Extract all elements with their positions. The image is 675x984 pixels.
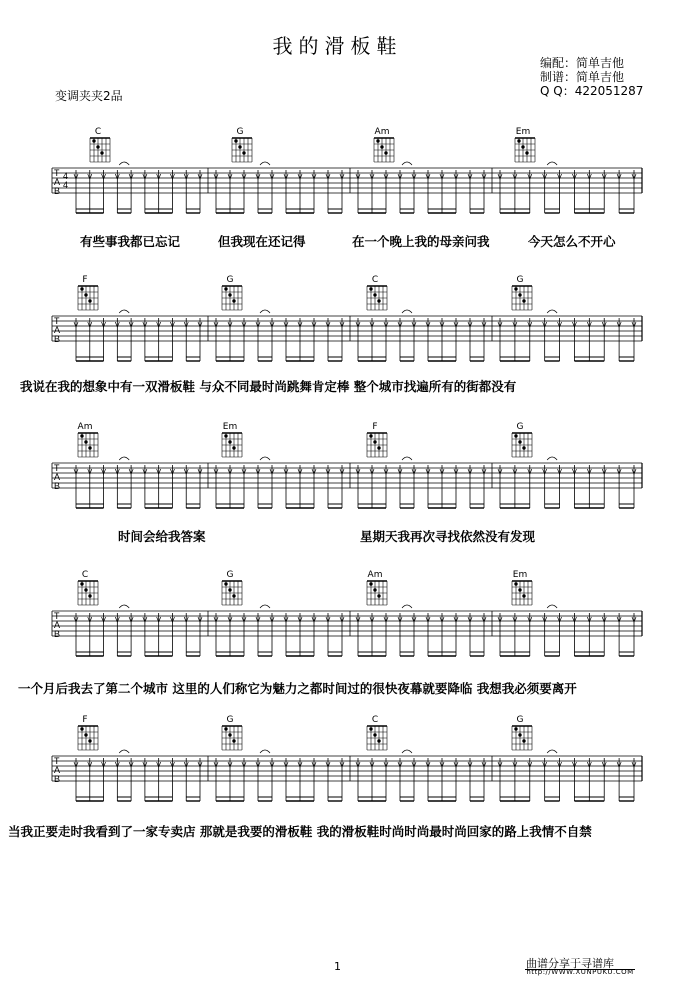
strum-pattern [214, 457, 344, 508]
tab-system-4 [0, 563, 675, 713]
strum-pattern [74, 457, 202, 508]
credit-qq: Q Q：422051287 [540, 84, 644, 98]
tab-staff-lines [52, 463, 642, 488]
tab-system-3 [0, 415, 675, 565]
chord-name: F [372, 422, 378, 432]
svg-text:A: A [54, 765, 61, 775]
chord-name: G [516, 715, 524, 725]
strum-pattern [74, 162, 202, 213]
tab-staff [0, 415, 675, 525]
chord-name: G [516, 422, 524, 432]
tab-staff-lines [52, 756, 642, 781]
chord-name: G [226, 715, 234, 725]
chord-diagram [512, 726, 532, 750]
page-number: 1 [334, 960, 341, 973]
tab-clef [54, 611, 60, 639]
strum-pattern [214, 310, 344, 361]
chord-diagram [374, 138, 394, 162]
strum-pattern [356, 457, 486, 508]
chord-diagram [78, 286, 98, 310]
svg-text:4: 4 [63, 171, 69, 181]
credit-transcriber: 制谱：简单吉他 [540, 70, 625, 84]
lyric-line: 在一个晚上我的母亲问我 [352, 234, 490, 249]
tab-staff-lines [52, 316, 642, 341]
chord-name: Em [222, 422, 238, 432]
tab-system-5 [0, 708, 675, 858]
chord-diagram [78, 726, 98, 750]
svg-text:B: B [54, 481, 61, 491]
chord-name: G [226, 275, 234, 285]
strum-pattern [214, 605, 344, 656]
svg-text:T: T [54, 316, 60, 326]
tab-staff-lines [52, 611, 642, 636]
chord-diagram [512, 581, 532, 605]
svg-text:A: A [54, 177, 61, 187]
tab-staff [0, 268, 675, 378]
svg-text:T: T [54, 463, 60, 473]
capo-note: 变调夹夹2品 [55, 89, 123, 103]
chord-diagram [222, 726, 242, 750]
strum-pattern [214, 162, 344, 213]
svg-text:B: B [54, 186, 61, 196]
chord-diagram [515, 138, 535, 162]
tab-system-1 [0, 120, 675, 270]
tab-staff [0, 708, 675, 818]
chord-name: F [82, 715, 88, 725]
strum-pattern [498, 310, 636, 361]
footer-url: http://WWW.XUNPUKU.COM [526, 968, 634, 976]
tab-clef [54, 756, 60, 784]
chord-diagram [232, 138, 252, 162]
tab-clef [54, 168, 60, 196]
lyric-line: 时间会给我答案 [118, 529, 206, 544]
svg-text:4: 4 [63, 180, 69, 190]
svg-text:B: B [54, 334, 61, 344]
chord-diagram [222, 433, 242, 457]
lyric-line: 今天怎么不开心 [528, 234, 616, 249]
svg-text:B: B [54, 774, 61, 784]
chord-diagram [367, 286, 387, 310]
strum-pattern [498, 605, 636, 656]
strum-pattern [356, 310, 486, 361]
chord-diagram [367, 726, 387, 750]
tab-clef [54, 463, 60, 491]
chord-diagram [222, 581, 242, 605]
chord-name: C [94, 127, 102, 137]
strum-pattern [356, 750, 486, 801]
chord-name: Em [515, 127, 531, 137]
tab-system-2 [0, 268, 675, 418]
tab-staff [0, 563, 675, 673]
svg-text:T: T [54, 611, 60, 621]
svg-text:A: A [54, 325, 61, 335]
chord-name: Em [512, 570, 528, 580]
svg-text:T: T [54, 756, 60, 766]
chord-diagram [78, 433, 98, 457]
svg-text:A: A [54, 620, 61, 630]
lyric-line: 但我现在还记得 [218, 234, 306, 249]
strum-pattern [498, 162, 636, 213]
chord-name: G [226, 570, 234, 580]
chord-diagram [512, 286, 532, 310]
lyric-line: 当我正要走时我看到了一家专卖店 那就是我要的滑板鞋 我的滑板鞋时尚时尚最时尚回家的路上我情不自禁 [8, 824, 592, 839]
strum-pattern [498, 750, 636, 801]
footer-source: 曲谱分享于寻谱库 [526, 957, 614, 970]
chord-name: F [82, 275, 88, 285]
tab-clef [54, 316, 60, 344]
strum-pattern [74, 605, 202, 656]
chord-name: G [236, 127, 244, 137]
credit-arranger: 编配：简单吉他 [540, 56, 625, 70]
strum-pattern [498, 457, 636, 508]
svg-text:B: B [54, 629, 61, 639]
lyric-line: 星期天我再次寻找依然没有发现 [360, 529, 536, 544]
chord-diagram [90, 138, 110, 162]
chord-name: G [516, 275, 524, 285]
credits-block [540, 56, 643, 98]
chord-diagram [512, 433, 532, 457]
song-title: 我的滑板鞋 [272, 34, 403, 58]
chord-diagram [78, 581, 98, 605]
svg-text:A: A [54, 472, 61, 482]
chord-diagram [367, 433, 387, 457]
strum-pattern [214, 750, 344, 801]
lyric-line: 我说在我的想象中有一双滑板鞋 与众不同最时尚跳舞肯定棒 整个城市找遍所有的街都没有 [20, 379, 517, 394]
time-signature [63, 171, 68, 190]
svg-text:T: T [54, 168, 60, 178]
chord-name: C [81, 570, 89, 580]
strum-pattern [74, 310, 202, 361]
tab-staff-lines [52, 168, 642, 193]
lyric-line: 一个月后我去了第二个城市 这里的人们称它为魅力之都时间过的很快夜幕就要降临 我想我必须要离开 [18, 681, 577, 696]
chord-name: C [371, 275, 379, 285]
chord-diagram [222, 286, 242, 310]
chord-diagram [367, 581, 387, 605]
chord-name: Am [77, 422, 93, 432]
strum-pattern [356, 162, 486, 213]
strum-pattern [74, 750, 202, 801]
chord-name: C [371, 715, 379, 725]
lyric-line: 有些事我都已忘记 [80, 234, 181, 249]
chord-name: Am [367, 570, 383, 580]
strum-pattern [356, 605, 486, 656]
chord-name: Am [374, 127, 390, 137]
